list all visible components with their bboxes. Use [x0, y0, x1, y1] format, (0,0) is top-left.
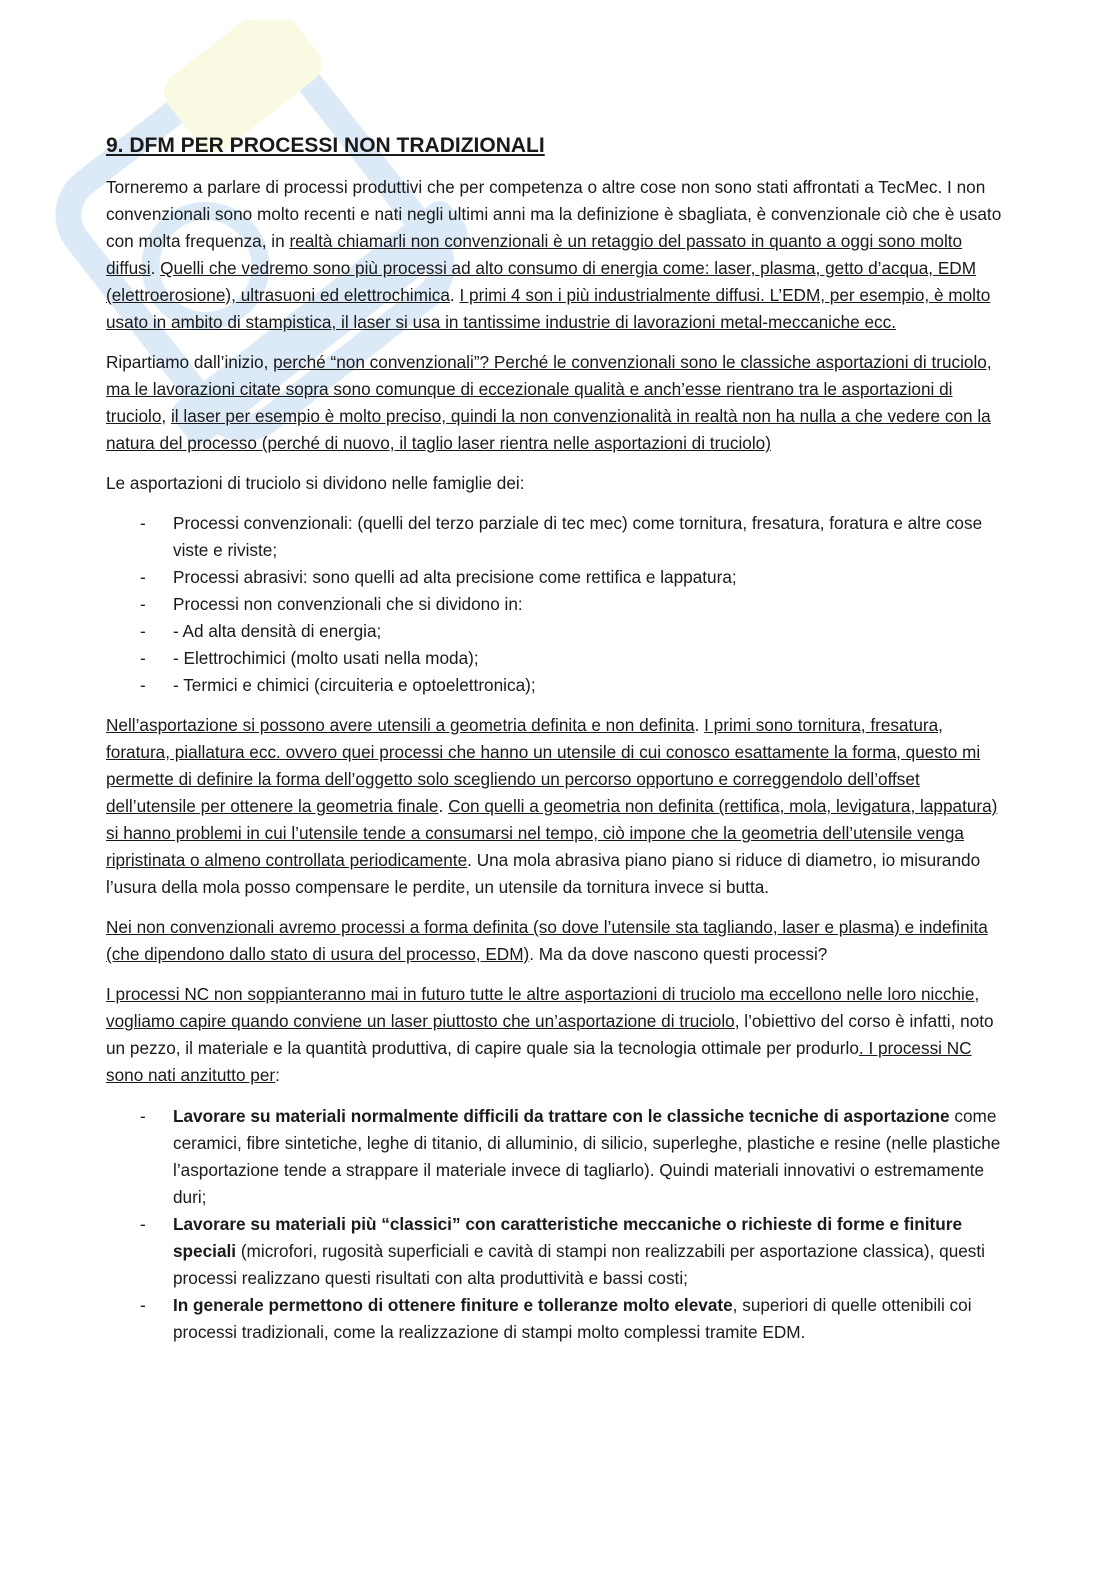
- reasons-list: [106, 1103, 1006, 1346]
- list-item: - Processi convenzionali: (quelli del terzo parziale di tec mec) come tornitura, fresatura, foratura e altre cose viste e riviste;: [106, 510, 1006, 564]
- families-list: [106, 510, 1006, 699]
- document-page: [106, 132, 1006, 1359]
- paragraph-non-conventional-forms: Nei non convenzionali avremo processi a forma definita (so dove l’utensile sta tagliando, laser e plasma) e indefinita (che dipendono dallo stato di usura del processo, EDM). Ma da dove nascono questi processi?: [106, 917, 988, 964]
- list-item: - - Termici e chimici (circuiteria e optoelettronica);: [106, 672, 1006, 699]
- list-item: - In generale permettono di ottenere finiture e tolleranze molto elevate, superiori di quelle ottenibili coi processi tradizionali, come la realizzazione di stampi molto complessi tramite EDM.: [106, 1292, 1006, 1346]
- paragraph-families-intro: Le asportazioni di truciolo si dividono nelle famiglie dei:: [106, 473, 525, 493]
- list-item: - - Elettrochimici (molto usati nella moda);: [106, 645, 1006, 672]
- list-item: - Lavorare su materiali normalmente difficili da trattare con le classiche tecniche di asportazione come ceramici, fibre sintetiche, leghe di titanio, di alluminio, di silicio, superleghe, plastiche e resine (nelle plastiche l’asportazione tende a strappare il materiale invece di tagliarlo). Quindi materiali innovativi o estremamente duri;: [106, 1103, 1006, 1211]
- paragraph-intro: Torneremo a parlare di processi produttivi che per competenza o altre cose non sono stati affrontati a TecMec. I non convenzionali sono molto recenti e nati negli ultimi anni ma la definizione è sbagliata, è convenzionale ciò che è usato con molta frequenza, in realtà chiamarli non convenzionali è un retaggio del passato in quanto a oggi sono molto diffusi. Quelli che vedremo sono più processi ad alto consumo di energia come: laser, plasma, getto d’acqua, EDM (elettroerosione), ultrasuoni ed elettrochimica. I primi 4 son i più industrialmente diffusi. L’EDM, per esempio, è molto usato in ambito di stampistica, il laser si usa in tantissime industrie di lavorazioni metal-meccaniche ecc.: [106, 177, 1002, 332]
- paragraph-nc-processes: I processi NC non soppianteranno mai in futuro tutte le altre asportazioni di truciolo ma eccellono nelle loro nicchie, vogliamo capire quando conviene un laser piuttosto che un’asportazione di truciolo, l’obiettivo del corso è infatti, noto un pezzo, il materiale e la quantità produttiva, di capire quale sia la tecnologia ottimale per produrlo. I processi NC sono nati anzitutto per:: [106, 984, 994, 1085]
- paragraph-why-non-conventional: Ripartiamo dall’inizio, perché “non convenzionali”? Perché le convenzionali sono le classiche asportazioni di truciolo, ma le lavorazioni citate sopra sono comunque di eccezionale qualità e anch’esse rientrano tra le asportazioni di truciolo, il laser per esempio è molto preciso, quindi la non convenzionalità in realtà non ha nulla a che vedere con la natura del processo (perché di nuovo, il taglio laser rientra nelle asportazioni di truciolo): [106, 352, 992, 453]
- paragraph-tool-geometry: Nell’asportazione si possono avere utensili a geometria definita e non definita. I primi sono tornitura, fresatura, foratura, piallatura ecc. ovvero quei processi che hanno un utensile di cui conosco esattamente la forma, questo mi permette di definire la forma dell’oggetto solo scegliendo un percorso opportuno e correggendolo dell’offset dell’utensile per ottenere la geometria finale. Con quelli a geometria non definita (rettifica, mola, levigatura, lappatura) si hanno problemi in cui l’utensile tende a consumarsi nel tempo, ciò impone che la geometria dell’utensile venga ripristinata o almeno controllata periodicamente. Una mola abrasiva piano piano si riduce di diametro, io misurando l’usura della mola posso compensare le perdite, un utensile da tornitura invece si butta.: [106, 715, 998, 897]
- list-item: - - Ad alta densità di energia;: [106, 618, 1006, 645]
- list-item: - Processi non convenzionali che si dividono in:: [106, 591, 1006, 618]
- list-item: - Lavorare su materiali più “classici” con caratteristiche meccaniche o richieste di forme e finiture speciali (microfori, rugosità superficiali e cavità di stampi non realizzabili per asportazione classica), questi processi realizzano questi risultati con alta produttività e bassi costi;: [106, 1211, 1006, 1292]
- page-title: 9. DFM PER PROCESSI NON TRADIZIONALI: [106, 134, 545, 157]
- list-item: - Processi abrasivi: sono quelli ad alta precisione come rettifica e lappatura;: [106, 564, 1006, 591]
